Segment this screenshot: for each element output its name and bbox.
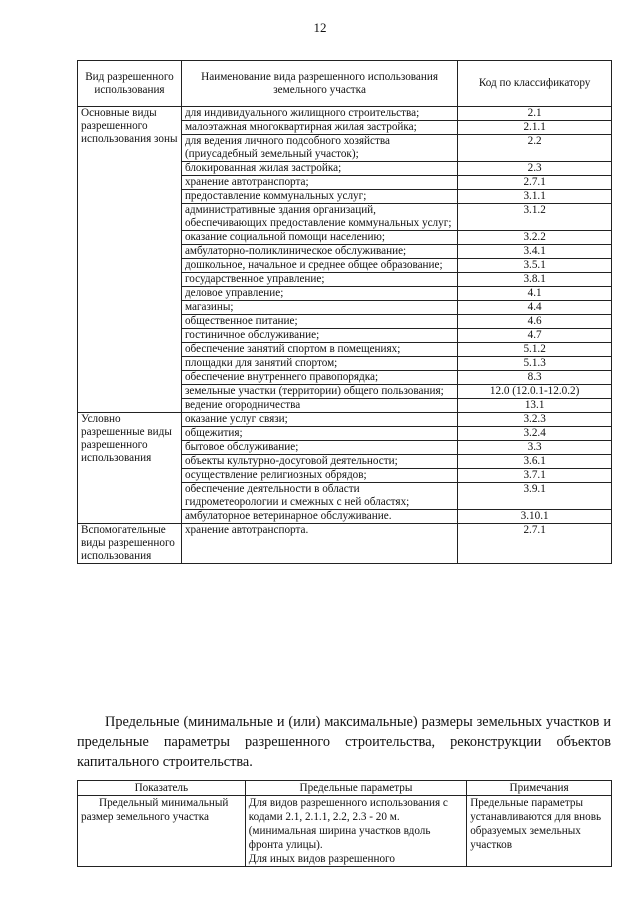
use-name-cell: административные здания организаций, обеспечивающих предоставление коммунальных услуг;: [181, 204, 457, 231]
use-name-cell: гостиничное обслуживание;: [181, 329, 457, 343]
code-cell: 4.6: [458, 315, 612, 329]
params-text-2: Для иных видов разрешенного: [248, 853, 395, 865]
code-cell: 3.6.1: [458, 455, 612, 469]
use-name-cell: магазины;: [181, 301, 457, 315]
land-use-table: [77, 60, 612, 564]
code-cell: 2.1: [458, 107, 612, 121]
indicator-cell: Предельный минимальный размер земельного участка: [78, 796, 246, 867]
code-cell: 5.1.2: [458, 343, 612, 357]
use-name-cell: амбулаторно-поликлиническое обслуживание;: [181, 245, 457, 259]
use-name-cell: дошкольное, начальное и среднее общее образование;: [181, 259, 457, 273]
code-cell: 4.4: [458, 301, 612, 315]
use-name-cell: для ведения личного подсобного хозяйства (приусадебный земельный участок);: [181, 135, 457, 162]
code-cell: 3.2.4: [458, 427, 612, 441]
code-cell: 4.7: [458, 329, 612, 343]
use-name-cell: деловое управление;: [181, 287, 457, 301]
use-name-cell: бытовое обслуживание;: [181, 441, 457, 455]
use-name-cell: для индивидуального жилищного строительства;: [181, 107, 457, 121]
use-name-cell: ведение огородничества: [181, 399, 457, 413]
use-name-cell: государственное управление;: [181, 273, 457, 287]
category-cell: Основные виды разрешенного использования зоны: [78, 107, 182, 413]
use-name-cell: обеспечение деятельности в области гидрометеорологии и смежных с ней областях;: [181, 483, 457, 510]
code-cell: 3.10.1: [458, 510, 612, 524]
params-text-1: Для видов разрешенного использования с кодами 2.1, 2.1.1, 2.2, 2.3 - 20 м. (минимальная ширина участков вдоль фронта улицы).: [248, 797, 448, 851]
header-limit-params: Предельные параметры: [245, 781, 466, 796]
parameters-table: [77, 780, 612, 867]
table-row: [78, 524, 612, 564]
code-cell: 3.5.1: [458, 259, 612, 273]
use-name-cell: обеспечение занятий спортом в помещениях;: [181, 343, 457, 357]
use-name-cell: осуществление религиозных обрядов;: [181, 469, 457, 483]
use-name-cell: оказание услуг связи;: [181, 413, 457, 427]
code-cell: 3.3: [458, 441, 612, 455]
code-cell: 13.1: [458, 399, 612, 413]
code-cell: 5.1.3: [458, 357, 612, 371]
use-name-cell: амбулаторное ветеринарное обслуживание.: [181, 510, 457, 524]
use-name-cell: оказание социальной помощи населению;: [181, 231, 457, 245]
code-cell: 3.2.3: [458, 413, 612, 427]
code-cell: 8.3: [458, 371, 612, 385]
parameters-row: [78, 796, 612, 867]
header-indicator: Показатель: [78, 781, 246, 796]
code-cell: 3.4.1: [458, 245, 612, 259]
params-cell: [245, 796, 466, 867]
code-cell: 2.7.1: [458, 176, 612, 190]
code-cell: 3.1.2: [458, 204, 612, 231]
use-name-cell: хранение автотранспорта.: [181, 524, 457, 564]
header-use-type: Вид разрешенного использования: [78, 61, 182, 107]
use-name-cell: общежития;: [181, 427, 457, 441]
table-row: [78, 413, 612, 427]
use-name-cell: общественное питание;: [181, 315, 457, 329]
code-cell: 12.0 (12.0.1-12.0.2): [458, 385, 612, 399]
use-name-cell: обеспечение внутреннего правопорядка;: [181, 371, 457, 385]
table-header-row: [78, 61, 612, 107]
table-row: [78, 107, 612, 121]
use-name-cell: предоставление коммунальных услуг;: [181, 190, 457, 204]
use-name-cell: площадки для занятий спортом;: [181, 357, 457, 371]
category-cell: Вспомогательные виды разрешенного использования: [78, 524, 182, 564]
parameters-header-row: [78, 781, 612, 796]
header-use-name: Наименование вида разрешенного использования земельного участка: [181, 61, 457, 107]
code-cell: 3.8.1: [458, 273, 612, 287]
page-number: 12: [313, 20, 327, 35]
code-cell: 3.2.2: [458, 231, 612, 245]
use-name-cell: малоэтажная многоквартирная жилая застройка;: [181, 121, 457, 135]
use-name-cell: объекты культурно-досуговой деятельности;: [181, 455, 457, 469]
notes-cell: Предельные параметры устанавливаются для вновь образуемых земельных участков: [467, 796, 612, 867]
code-cell: 2.1.1: [458, 121, 612, 135]
code-cell: 3.1.1: [458, 190, 612, 204]
header-classifier-code: Код по классификатору: [458, 61, 612, 107]
use-name-cell: земельные участки (территории) общего пользования;: [181, 385, 457, 399]
code-cell: 2.3: [458, 162, 612, 176]
section-paragraph: Предельные (минимальные и (или) максимальные) размеры земельных участков и предельные параметры разрешенного строительства, реконструкции объектов капитального строительства.: [77, 714, 611, 770]
code-cell: 2.7.1: [458, 524, 612, 564]
code-cell: 3.7.1: [458, 469, 612, 483]
use-name-cell: хранение автотранспорта;: [181, 176, 457, 190]
land-use-table-body: [78, 107, 612, 564]
category-cell: Условно разрешенные виды разрешенного использования: [78, 413, 182, 524]
code-cell: 2.2: [458, 135, 612, 162]
use-name-cell: блокированная жилая застройка;: [181, 162, 457, 176]
code-cell: 3.9.1: [458, 483, 612, 510]
code-cell: 4.1: [458, 287, 612, 301]
header-notes: Примечания: [467, 781, 612, 796]
